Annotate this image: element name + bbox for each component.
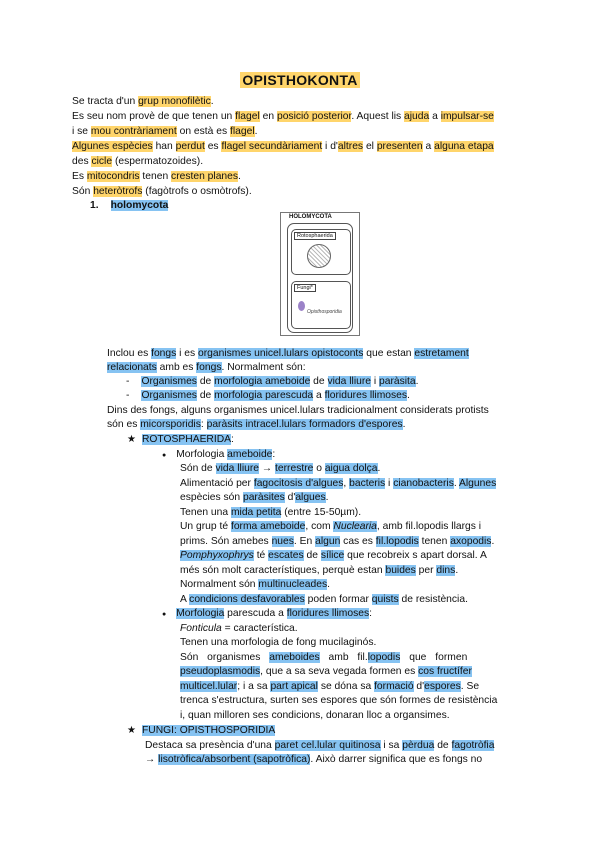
intro-line-6: Es mitocondris tenen cresten planes. [72,171,241,182]
ameboide-line-10: A condicions desfavorables poden formar quists de resistència. [180,594,468,605]
parescuda-line-3: Són organismes ameboides amb fil.lopodis que formen [180,652,468,663]
ameboide-line-7: Pomphyxophrys té escates de sílice que recobreix s apart dorsal. A [180,550,487,561]
parescuda-line-4: pseudoplasmodis, que a sa seva vegada formen es cos fructífer [180,666,472,677]
item-morfologia-ameboide: ● Morfologia ameboide: [162,449,276,460]
ameboide-line-8: més són molt característiques, perquè estan buides per dins. [180,565,459,576]
intro-line-7: Són heteròtrofs (fagòtrofs o osmòtrofs). [72,186,252,197]
subsection-rotosphaerida: ★ ROTOSPHAERIDA: [127,434,234,445]
ameboide-line-6: prims. Són amebes nues. En algun cas es fil.lopodis tenen axopodis. [180,536,495,547]
ameboide-line-4: Tenen una mida petita (entre 15-50µm). [180,507,362,518]
intro-line-5: des cicle (espermatozoides). [72,156,204,167]
intro-line-4: Algunes espècies han perdut es flagel secundàriament i d'altres el presenten a alguna etapa [72,141,494,152]
ameboide-line-1: Són de vida lliure → terrestre o aigua dolça. [180,463,381,474]
fungi-line-2: → lisotròfica/absorbent (sapotròfica). Això darrer significa que es fongs no [145,754,483,765]
diagram-label-rotosphaerida: Rotosphaerida [294,232,336,240]
parescuda-line-6: trenca s'estructura, surten ses espores que són formes de resistència [180,695,498,706]
ameboide-line-3: espècies són paràsites d'algues. [180,492,329,503]
star-bullet-icon: ★ [127,725,136,736]
parescuda-line-7: i, quan milloren ses condicions, donaran lloc a organsimes. [180,710,450,721]
page-title: OPISTHOKONTA [242,72,358,88]
parescuda-line-2: Tenen una morfologia de fong mucilaginós. [180,637,377,648]
section-heading-holomycota: 1. holomycota [90,200,169,211]
diagram-note: Opisthosporidia [307,309,342,315]
body-line-4: són es micorsporidis: paràsits intracel.lulars formadors d'espores. [107,419,406,430]
ameboide-line-5: Un grup té forma ameboide, com Nuclearia, amb fil.lopodis llargs i [180,521,482,532]
parescuda-line-1: Fonticula = característica. [180,623,298,634]
body-line-2: relacionats amb es fongs. Normalment són: [107,362,306,373]
star-bullet-icon: ★ [127,434,136,445]
fungi-cell-icon [298,301,305,311]
holomycota-diagram [280,212,360,336]
list-item-parescuda: - Organismes de morfologia parescuda a floridures llimoses. [126,390,410,401]
parescuda-line-5: multicel.lular; i a sa part apical se dóna sa formació d'espores. Se [180,681,480,692]
fungi-line-1: Destaca sa presència d'una paret cel.lular quitinosa i sa pèrdua de fagotròfia [145,740,495,751]
body-line-1: Inclou es fongs i es organismes unicel.lulars opistoconts que estan estretament [107,348,469,359]
intro-line-1: Se tracta d'un grup monofilètic. [72,96,214,107]
subsection-fungi: ★ FUNGI: OPISTHOSPORIDIA [127,725,276,736]
list-item-ameboide: - Organismes de morfologia ameboide de vida lliure i paràsita. [126,376,419,387]
rotosphaerida-cell-icon [307,244,331,268]
intro-line-3: i se mou contràriament on està es flagel. [72,126,258,137]
ameboide-line-9: Normalment són multinucleades. [180,579,330,590]
diagram-title: HOLOMYCOTA [289,214,332,220]
body-line-3: Dins des fongs, alguns organismes unicel.lulars tradicionalment considerats protists [107,405,489,416]
diagram-label-fungi: Fungi* [294,284,316,292]
ameboide-line-2: Alimentació per fagocitosis d'algues, bacteris i cianobacteris. Algunes [180,478,497,489]
item-morfologia-parescuda: ● Morfologia parescuda a floridures llimoses: [162,608,372,619]
intro-line-2: Es seu nom provè de que tenen un flagel en posició posterior. Aquest lis ajuda a impulsar-se [72,111,494,122]
